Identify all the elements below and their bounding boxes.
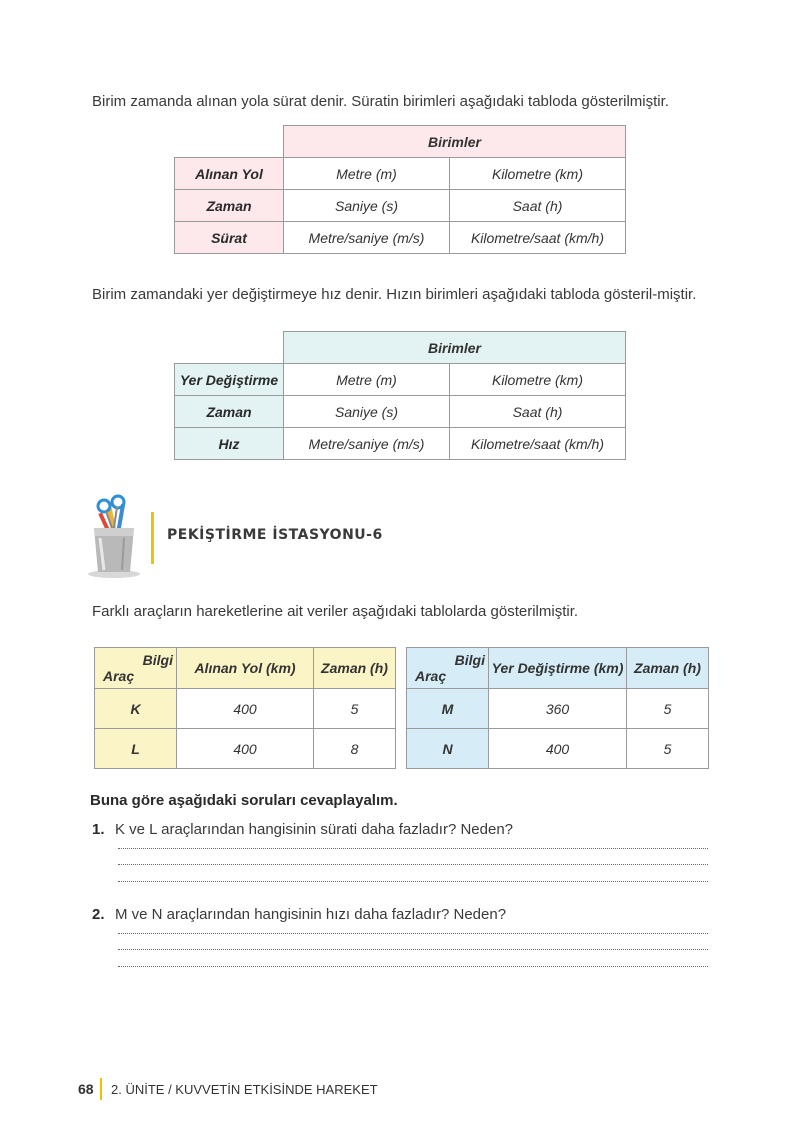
row-label: Hız bbox=[175, 428, 284, 460]
corner-bottom-label: Araç bbox=[103, 668, 135, 684]
row-label: Yer Değiştirme bbox=[175, 364, 284, 396]
table-cell: Metre/saniye (m/s) bbox=[284, 428, 450, 460]
table-cell: 5 bbox=[627, 729, 709, 769]
row-label: Sürat bbox=[175, 222, 284, 254]
question-1 bbox=[92, 821, 513, 839]
table-cell: 5 bbox=[627, 689, 709, 729]
corner-cell bbox=[407, 648, 489, 689]
corner-top-label: Bilgi bbox=[454, 652, 485, 668]
table-row bbox=[175, 428, 626, 460]
table-cell: Kilometre/saat (km/h) bbox=[450, 222, 626, 254]
table-cell: Metre/saniye (m/s) bbox=[284, 222, 450, 254]
corner-top-label: Bilgi bbox=[142, 652, 173, 668]
table-row bbox=[407, 689, 709, 729]
intro-vehicles-paragraph: Farklı araçların hareketlerine ait veriler aşağıdaki tablolarda gösterilmiştir. bbox=[92, 603, 579, 620]
question-text: M ve N araçlarından hangisinin hızı daha fazladır? Neden? bbox=[114, 906, 507, 923]
unit-title: 2. ÜNİTE / KUVVETİN ETKİSİNDE HAREKET bbox=[111, 1082, 378, 1097]
corner-cell bbox=[95, 648, 177, 689]
row-label: K bbox=[95, 689, 177, 729]
velocity-units-table bbox=[174, 331, 626, 460]
table-cell: 400 bbox=[177, 689, 314, 729]
row-label: L bbox=[95, 729, 177, 769]
table-row bbox=[175, 158, 626, 190]
table-row bbox=[95, 689, 396, 729]
table-cell: Kilometre (km) bbox=[450, 158, 626, 190]
table-cell: Saniye (s) bbox=[284, 396, 450, 428]
station-title: PEKİŞTİRME İSTASYONU-6 bbox=[167, 527, 383, 543]
answer-line[interactable] bbox=[118, 846, 708, 849]
row-label: Alınan Yol bbox=[175, 158, 284, 190]
column-header: Zaman (h) bbox=[314, 648, 396, 689]
corner-bottom-label: Araç bbox=[415, 668, 447, 684]
table-row bbox=[175, 364, 626, 396]
question-number: 1. bbox=[92, 821, 105, 838]
velocity-table-header: Birimler bbox=[284, 332, 626, 364]
vehicle-table-mn bbox=[406, 647, 709, 769]
table-cell: Saat (h) bbox=[450, 190, 626, 222]
table-cell: 8 bbox=[314, 729, 396, 769]
answer-line[interactable] bbox=[118, 879, 708, 882]
page-number: 68 bbox=[78, 1081, 94, 1097]
row-label: Zaman bbox=[175, 190, 284, 222]
column-header: Yer Değiştirme (km) bbox=[489, 648, 627, 689]
table-row bbox=[175, 222, 626, 254]
row-label: N bbox=[407, 729, 489, 769]
table-cell: 360 bbox=[489, 689, 627, 729]
footer-divider bbox=[100, 1078, 102, 1100]
table-row bbox=[407, 729, 709, 769]
question-text: K ve L araçlarından hangisinin sürati daha fazladır? Neden? bbox=[114, 821, 514, 838]
table-cell: 5 bbox=[314, 689, 396, 729]
column-header: Alınan Yol (km) bbox=[177, 648, 314, 689]
table-cell: Metre (m) bbox=[284, 158, 450, 190]
questions-heading: Buna göre aşağıdaki soruları cevaplayalım. bbox=[90, 792, 398, 809]
row-label: M bbox=[407, 689, 489, 729]
table-row bbox=[95, 729, 396, 769]
vehicle-table-kl bbox=[94, 647, 396, 769]
table-cell: Kilometre (km) bbox=[450, 364, 626, 396]
table-row bbox=[175, 190, 626, 222]
table-row bbox=[175, 396, 626, 428]
answer-line[interactable] bbox=[118, 931, 708, 934]
speed-table-header: Birimler bbox=[284, 126, 626, 158]
answer-line[interactable] bbox=[118, 964, 708, 967]
table-cell: Saniye (s) bbox=[284, 190, 450, 222]
question-number: 2. bbox=[92, 906, 105, 923]
column-header: Zaman (h) bbox=[627, 648, 709, 689]
row-label: Zaman bbox=[175, 396, 284, 428]
answer-line[interactable] bbox=[118, 862, 708, 865]
table-cell: 400 bbox=[489, 729, 627, 769]
pencil-cup-scissors-icon bbox=[80, 494, 152, 580]
table-cell: Metre (m) bbox=[284, 364, 450, 396]
answer-line[interactable] bbox=[118, 947, 708, 950]
table-cell: Saat (h) bbox=[450, 396, 626, 428]
question-2 bbox=[92, 906, 506, 924]
table-cell: Kilometre/saat (km/h) bbox=[450, 428, 626, 460]
intro-velocity-paragraph: Birim zamandaki yer değiştirmeye hız denir. Hızın birimleri aşağıdaki tabloda gösteril-miştir. bbox=[92, 286, 697, 303]
speed-units-table bbox=[174, 125, 626, 254]
station-divider bbox=[151, 512, 154, 564]
table-cell: 400 bbox=[177, 729, 314, 769]
intro-speed-paragraph: Birim zamanda alınan yola sürat denir. Süratin birimleri aşağıdaki tabloda gösterilmiştir. bbox=[92, 93, 669, 110]
